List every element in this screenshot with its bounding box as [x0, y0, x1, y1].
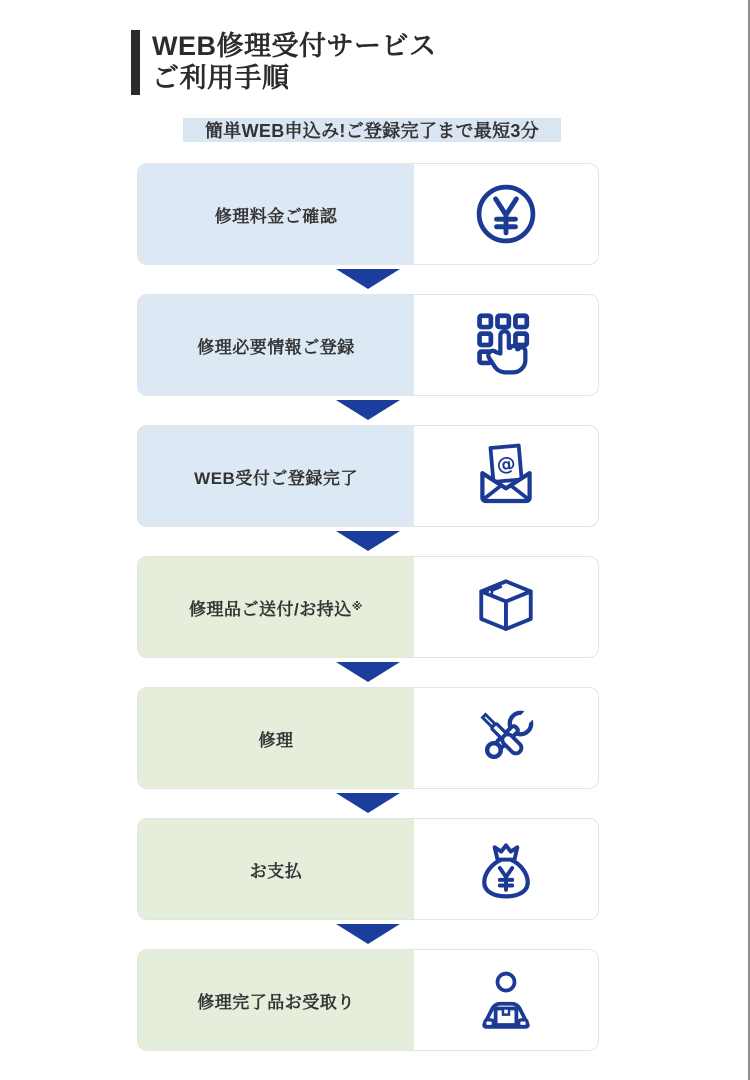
step-label-panel [138, 688, 414, 788]
flow-arrow-down [336, 924, 400, 944]
step-label: 修理 [258, 730, 294, 750]
step-card-5 [137, 687, 599, 789]
flow-arrow-down [336, 662, 400, 682]
step-label: お支払 [249, 861, 303, 881]
flow-arrow-down [336, 400, 400, 420]
step-card-2 [137, 294, 599, 396]
step-icon-cell [414, 557, 598, 657]
repair-tools-icon [471, 703, 541, 773]
step-label-panel [138, 164, 414, 264]
step-card-7 [137, 949, 599, 1051]
step-icon-cell [414, 295, 598, 395]
step-label-panel: 修理品ご送付/お持込 ※ [138, 557, 414, 657]
step-icon-cell [414, 426, 598, 526]
step-card-1 [137, 163, 599, 265]
open-mail-at-icon [472, 442, 540, 510]
step-icon-cell [414, 688, 598, 788]
catchphrase-banner: 簡単WEB申込み!ご登録完了まで最短3分 [183, 118, 561, 142]
step-card-3 [137, 425, 599, 527]
package-box-icon [473, 574, 539, 640]
step-label-panel [138, 295, 414, 395]
step-label-panel [138, 426, 414, 526]
page-header [131, 30, 437, 95]
page-title [152, 30, 437, 95]
step-label: 修理品ご送付/お持込 [189, 599, 352, 619]
step-label: WEB受付ご登録完了 [194, 468, 358, 488]
title-accent-bar [131, 30, 140, 95]
yen-circle-icon [472, 180, 540, 248]
step-label-panel [138, 950, 414, 1050]
step-card-4 [137, 556, 599, 658]
step-icon-cell [414, 950, 598, 1050]
flow-arrow-down [336, 269, 400, 289]
money-bag-icon [472, 835, 540, 903]
page-title-line2: ご利用手順 [152, 63, 290, 94]
svg-text:@: @ [495, 452, 517, 477]
step-icon-cell [414, 164, 598, 264]
step-label-panel [138, 819, 414, 919]
flow-arrow-down [336, 793, 400, 813]
receive-person-icon [472, 966, 540, 1034]
step-label: 修理完了品お受取り [197, 992, 355, 1012]
flow-arrow-down [336, 531, 400, 551]
step-label: 修理必要情報ご登録 [197, 337, 355, 357]
page-title-line1: WEB修理受付サービス [152, 31, 437, 61]
step-label: 修理料金ご確認 [214, 206, 338, 226]
step-card-6 [137, 818, 599, 920]
keypad-tap-icon [472, 311, 540, 379]
step-icon-cell [414, 819, 598, 919]
flow-diagram [137, 163, 599, 1051]
